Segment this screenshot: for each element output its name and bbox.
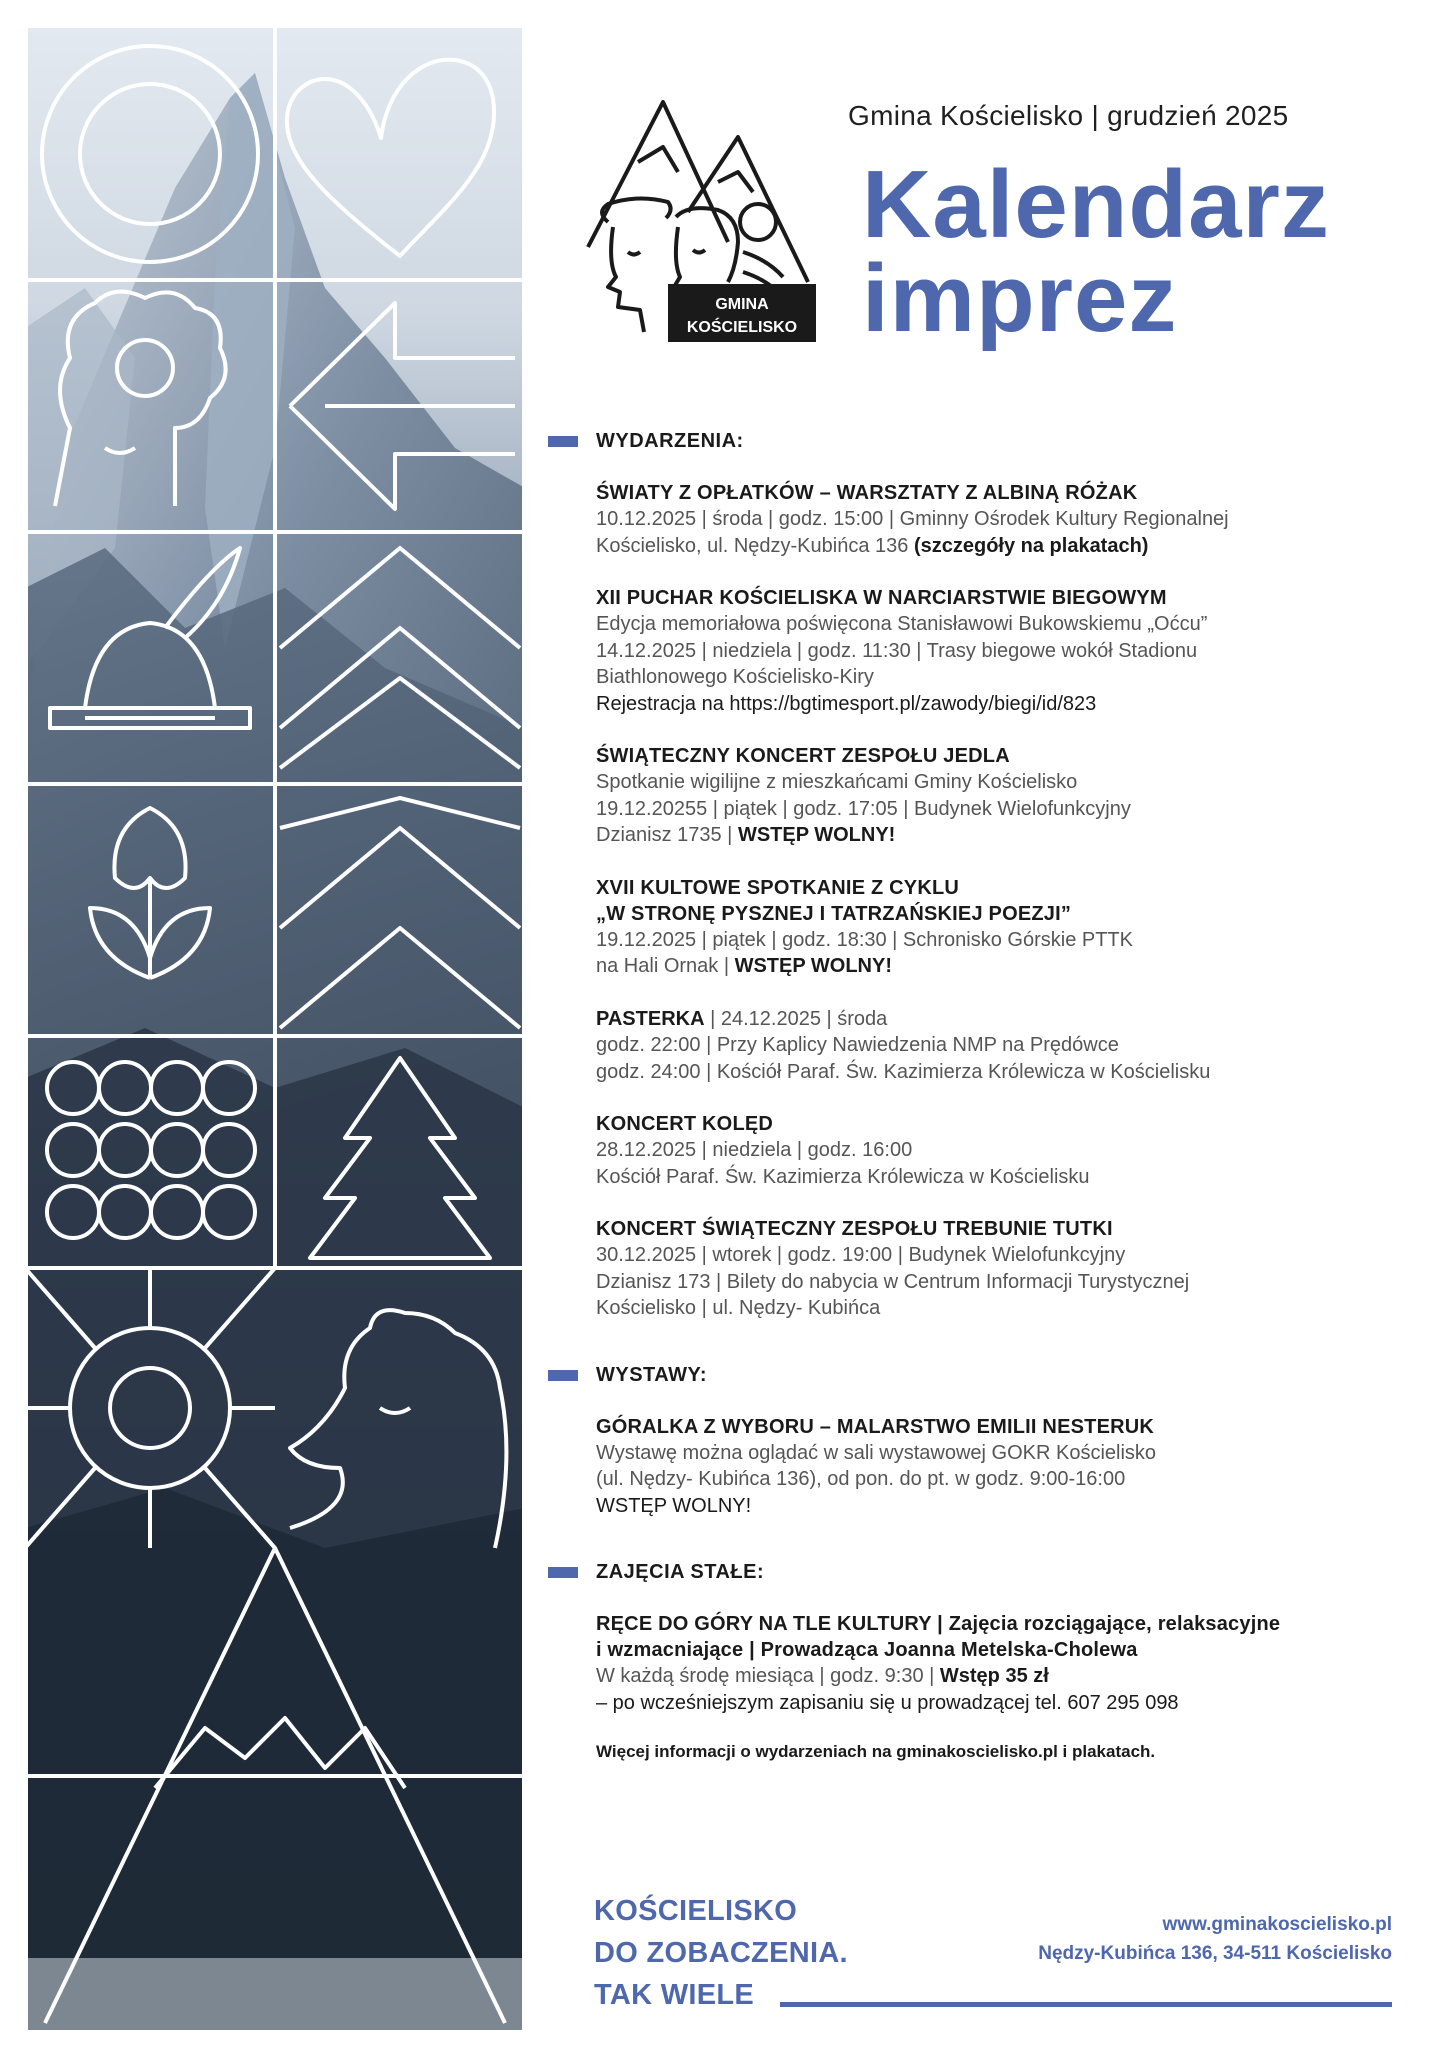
more-info-note: Więcej informacji o wydarzeniach na gminakoscielisko.pl i plakatach. <box>596 1742 1156 1761</box>
event-registration: Rejestracja na https://bgtimesport.pl/zawody/biegi/id/823 <box>596 692 1097 715</box>
section-heading-events: WYDARZENIA: <box>548 428 1388 454</box>
folk-pattern-overlay <box>25 28 525 2030</box>
event-details: Spotkanie wigilijne z mieszkańcami Gminy Kościelisko <box>596 771 1078 793</box>
section-heading-exhibitions: WYSTAWY: <box>548 1362 1388 1388</box>
event-item <box>596 585 1388 717</box>
event-item <box>596 743 1388 849</box>
footer-divider <box>780 2002 1392 2007</box>
exhibition-details: (ul. Nędzy- Kubińca 136), od pon. do pt. w godz. 9:00-16:00 <box>596 1468 1126 1490</box>
exhibitions-list <box>548 1414 1388 1520</box>
website-link[interactable]: www.gminakoscielisko.pl <box>1162 1914 1392 1935</box>
event-details: Kościelisko | ul. Nędzy- Kubińca <box>596 1297 881 1319</box>
event-details: Dzianisz 1735 | WSTĘP WOLNY! <box>596 824 896 846</box>
event-title: ŚWIATY Z OPŁATKÓW – WARSZTATY Z ALBINĄ RÓŻAK <box>596 482 1138 504</box>
event-details: Dzianisz 173 | Bilety do nabycia w Centrum Informacji Turystycznej <box>596 1270 1190 1293</box>
event-title: KONCERT ŚWIĄTECZNY ZESPOŁU TREBUNIE TUTKI <box>596 1218 1113 1240</box>
exhibition-details: Wystawę można oglądać w sali wystawowej GOKR Kościelisko <box>596 1441 1157 1464</box>
event-details: 28.12.2025 | niedziela | godz. 16:00 <box>596 1139 913 1161</box>
event-item <box>596 1216 1388 1322</box>
event-details: Kościelisko, ul. Nędzy-Kubińca 136 (szczegóły na plakatach) <box>596 534 1149 557</box>
event-details: na Hali Ornak | WSTĘP WOLNY! <box>596 955 892 977</box>
events-list <box>548 480 1388 1322</box>
event-title: ŚWIĄTECZNY KONCERT ZESPOŁU JEDLA <box>596 745 1010 767</box>
class-title: RĘCE DO GÓRY NA TLE KULTURY | Zajęcia rozciągające, relaksacyjne <box>596 1613 1281 1635</box>
section-heading-classes: ZAJĘCIA STAŁE: <box>548 1559 1388 1585</box>
exhibition-entry: WSTĘP WOLNY! <box>596 1494 752 1517</box>
decorative-photo-strip <box>25 28 525 2030</box>
page-title-line2: imprez <box>862 245 1178 352</box>
event-details: 14.12.2025 | niedziela | godz. 11:30 | Trasy biegowe wokół Stadionu <box>596 639 1198 662</box>
event-details: 10.12.2025 | środa | godz. 15:00 | Gminny Ośrodek Kultury Regionalnej <box>596 508 1229 530</box>
slogan-line: TAK WIELE <box>594 1979 755 2011</box>
event-details: Kościół Paraf. Św. Kazimierza Królewicza w Kościelisku <box>596 1165 1090 1188</box>
section-marker <box>548 1370 578 1381</box>
address: Nędzy-Kubińca 136, 34-511 Kościelisko <box>1038 1943 1392 1964</box>
event-title: KONCERT KOLĘD <box>596 1113 774 1135</box>
class-signup: – po wcześniejszym zapisaniu się u prowadzącej tel. 607 295 098 <box>596 1691 1179 1714</box>
gmina-koscielisko-logo <box>578 92 818 347</box>
event-item <box>596 1111 1388 1190</box>
event-details: 19.12.2025 | piątek | godz. 18:30 | Schronisko Górskie PTTK <box>596 928 1133 951</box>
header-subtitle: Gmina Kościelisko | grudzień 2025 <box>848 100 1289 131</box>
logo-text-line1: GMINA <box>715 296 769 313</box>
event-title: XII PUCHAR KOŚCIELISKA W NARCIARSTWIE BIEGOWYM <box>596 587 1167 609</box>
exhibition-title: GÓRALKA Z WYBORU – MALARSTWO EMILII NESTERUK <box>596 1415 1155 1438</box>
event-details: godz. 24:00 | Kościół Paraf. Św. Kazimierza Królewicza w Kościelisku <box>596 1060 1211 1083</box>
class-details: W każdą środę miesiąca | godz. 9:30 | Wstęp 35 zł <box>596 1665 1049 1687</box>
event-title-row: PASTERKA | 24.12.2025 | środa <box>596 1007 888 1030</box>
class-title: i wzmacniające | Prowadząca Joanna Metelska-Cholewa <box>596 1639 1138 1661</box>
classes-list <box>548 1611 1388 1716</box>
slogan-line: KOŚCIELISKO <box>594 1895 798 1927</box>
event-item <box>596 875 1388 980</box>
event-details: Edycja memoriałowa poświęcona Stanisławowi Bukowskiemu „Oćcu” <box>596 613 1208 635</box>
footer-slogan <box>594 1890 848 2016</box>
page-title <box>862 151 1330 352</box>
calendar-content <box>548 428 1388 1762</box>
event-details: Biathlonowego Kościelisko-Kiry <box>596 666 874 688</box>
event-item <box>596 1006 1388 1086</box>
exhibition-item <box>596 1414 1388 1520</box>
slogan-line: DO ZOBACZENIA. <box>594 1937 848 1969</box>
section-marker <box>548 1567 578 1578</box>
event-details: 30.12.2025 | wtorek | godz. 19:00 | Budynek Wielofunkcyjny <box>596 1244 1126 1266</box>
event-title: „W STRONĘ PYSZNEJ I TATRZAŃSKIEJ POEZJI” <box>596 902 1072 925</box>
class-item <box>596 1611 1388 1716</box>
event-details: 19.12.20255 | piątek | godz. 17:05 | Budynek Wielofunkcyjny <box>596 797 1131 820</box>
section-marker <box>548 436 578 447</box>
page-title-line1: Kalendarz <box>862 151 1330 258</box>
event-details: godz. 22:00 | Przy Kaplicy Nawiedzenia NMP na Prędówce <box>596 1034 1119 1056</box>
event-item <box>596 480 1388 559</box>
event-title: XVII KULTOWE SPOTKANIE Z CYKLU <box>596 876 960 899</box>
logo-text-line2: KOŚCIELISKO <box>686 319 798 336</box>
footer-contact <box>1038 1910 1392 1968</box>
